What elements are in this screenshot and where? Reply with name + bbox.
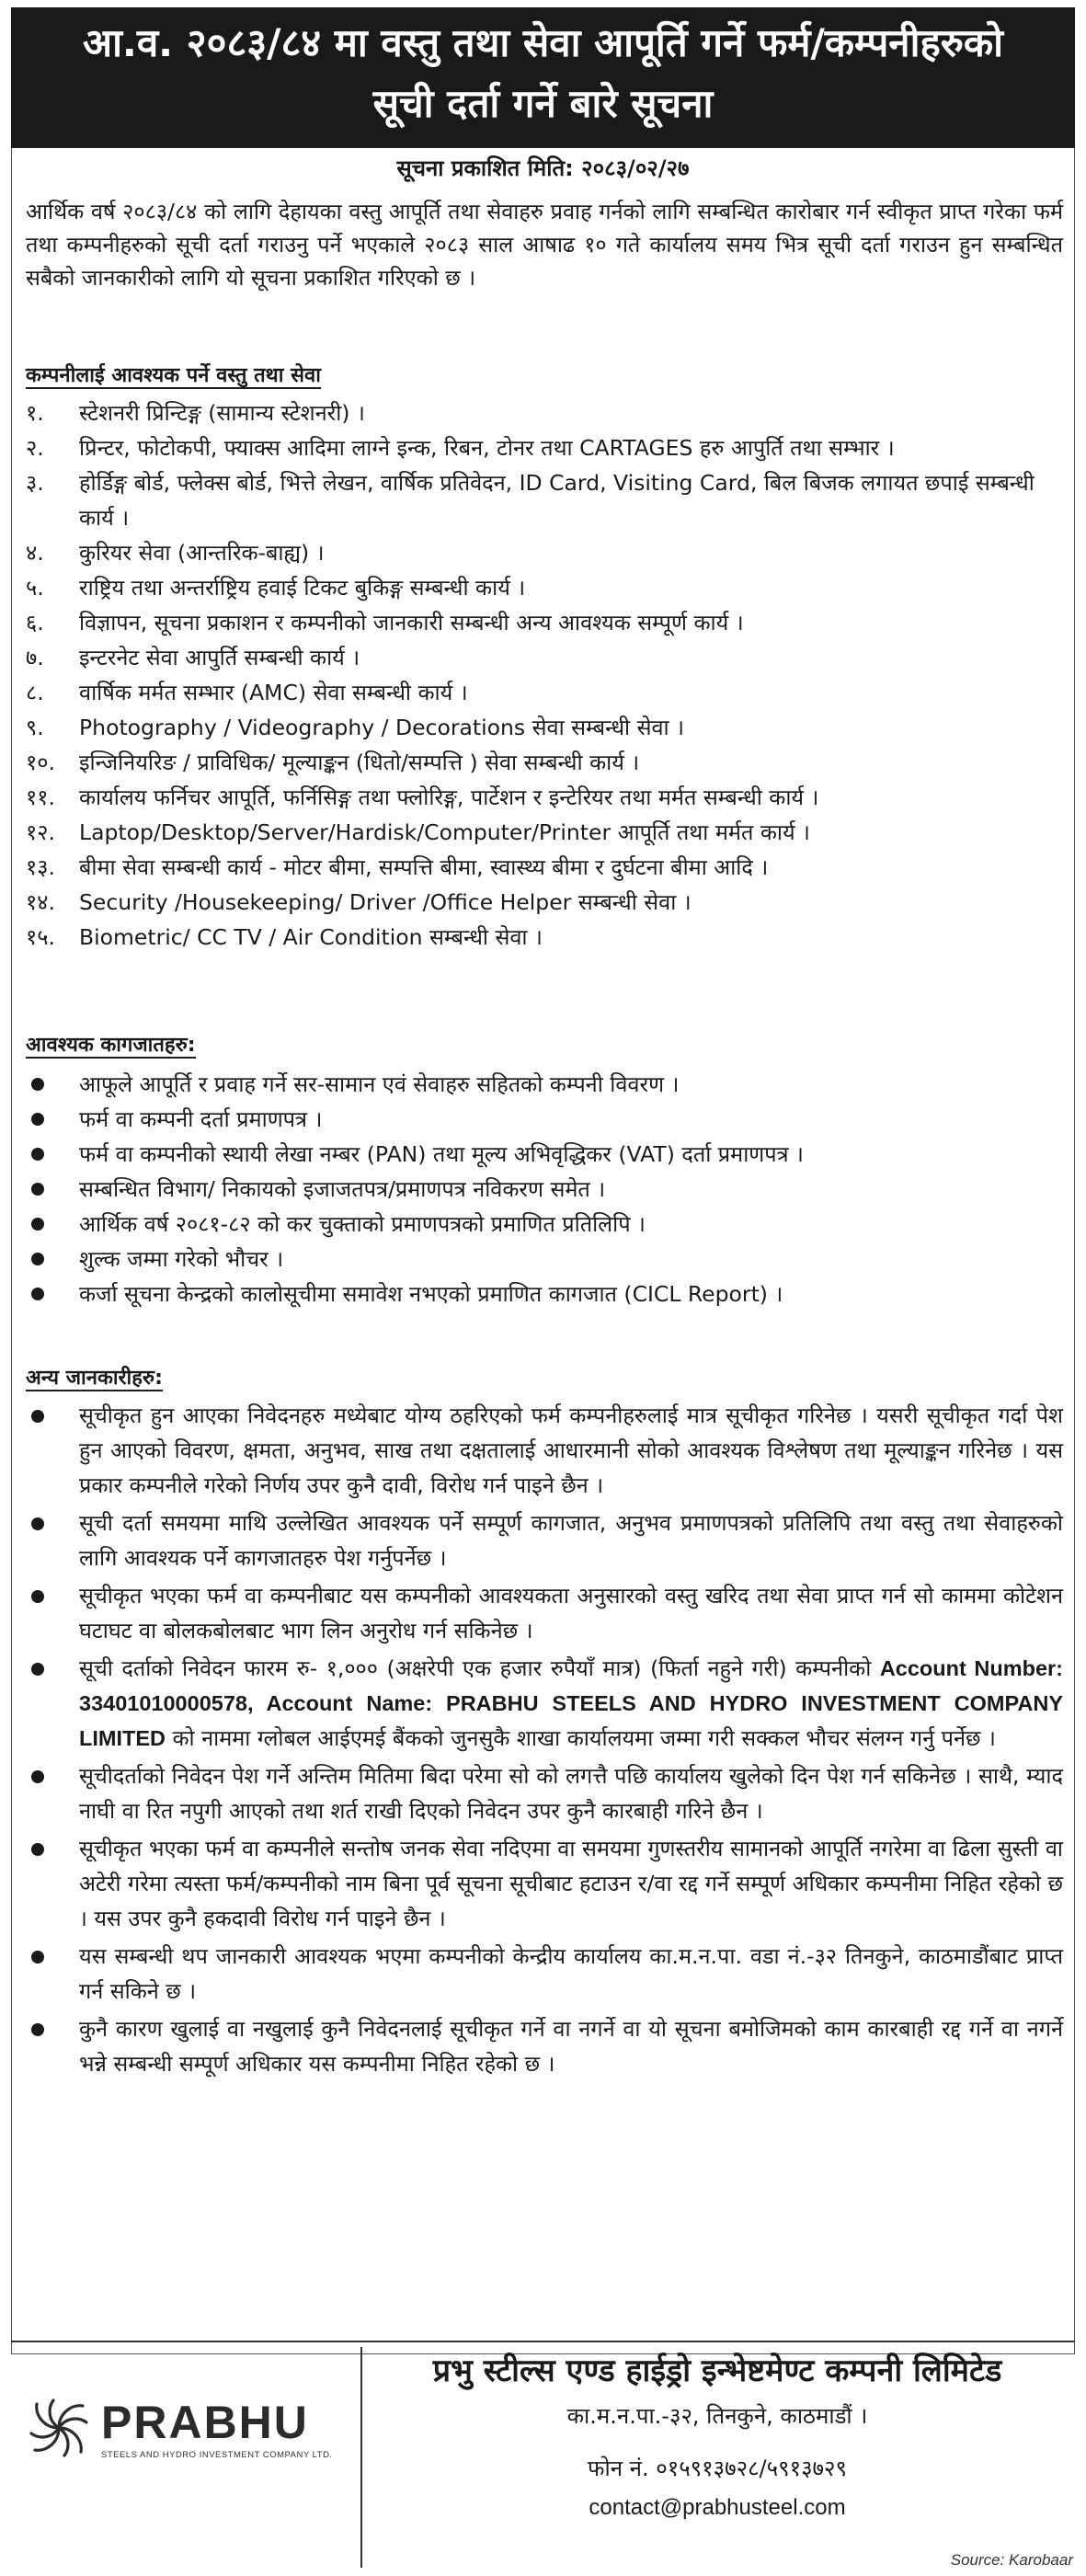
document-list-item xyxy=(26,1172,1063,1207)
goods-services-list xyxy=(26,395,1063,955)
goods-item-number: ६. xyxy=(26,610,44,635)
goods-item-text: इन्जिनियरिङ / प्राविधिक/ मूल्याङ्कन (धितो/सम्पत्ति ) सेवा सम्बन्धी कार्य । xyxy=(79,750,640,775)
document-item-text: आफूले आपूर्ति र प्रवाह गर्ने सर-सामान एवं सेवाहरु सहितको कम्पनी विवरण । xyxy=(79,1071,680,1097)
source-credit: Source: Karobaar xyxy=(950,2551,1073,2569)
goods-section-heading: कम्पनीलाई आवश्यक पर्ने वस्तु तथा सेवा xyxy=(26,364,321,387)
goods-item-number: १३. xyxy=(26,854,55,880)
other-information-list xyxy=(26,1398,1063,2084)
goods-item-number: ४. xyxy=(26,540,44,566)
intro-paragraph: आर्थिक वर्ष २०८३/८४ को लागि देहायका वस्तु आपूर्ति तथा सेवाहरु प्रवाह गर्नको लागि सम्बन्धित कारोबार गर्न स्वीकृत प्राप्त गरेका फर्म तथा कम्पनीहरुको सूची दर्ता गराउनु पर्ने भएकाले २०८३ साल आषाढ १० गते कार्यालय समय भित्र सूची दर्ता गराउन हुन सम्बन्धित सबैको जानकारीको लागि यो सूचना प्रकाशित गरिएको छ । xyxy=(26,199,1063,291)
other-info-item-text: सूचीदर्ताको निवेदन पेश गर्ने अन्तिम मितिमा बिदा परेमा सो को लगत्तै पछि कार्यालय खुलेको दिन पेश गर्न सकिनेछ । साथै, म्याद नाघी वा रित नपुगी आएको तथा शर्त राखी दिएको निवेदन उपर कुनै कारबाही गरिने छैन । xyxy=(79,1763,1063,1824)
goods-list-item xyxy=(26,395,1063,430)
document-list-item xyxy=(26,1242,1063,1277)
goods-item-text: इन्टरनेट सेवा आपुर्ति सम्बन्धी कार्य । xyxy=(79,645,360,670)
other-info-item-text: सूची दर्ता समयमा माथि उल्लेखित आवश्यक पर्ने सम्पूर्ण कागजात, अनुभव प्रमाणपत्रको प्रतिलिपि तथा वस्तु तथा सेवाहरुको लागि आवश्यक पर्ने कागजातहरु पेश गर्नुपर्नेछ । xyxy=(79,1510,1063,1571)
goods-item-number: ११. xyxy=(26,784,55,810)
notice-header-banner xyxy=(11,7,1075,148)
document-item-text: सम्बन्धित विभाग/ निकायको इजाजतपत्र/प्रमाणपत्र नविकरण समेत । xyxy=(79,1176,606,1202)
goods-list-item xyxy=(26,850,1063,885)
other-info-item-text: सूचीकृत हुन आएका निवेदनहरु मध्येबाट योग्य ठहरिएको फर्म कम्पनीहरुलाई मात्र सूचीकृत गरिनेछ । यसरी सूचीकृत गर्दा पेश हुन आएको विवरण, क्षमता, अनुभव, साख तथा दक्षतालाई आधारमानी सोको आवश्यक विश्लेषण तथा मूल्याङ्कन गरिनेछ । यस प्रकार कम्पनीले गरेको निर्णय उपर कुनै दावी, विरोध गर्न पाइने छैन । xyxy=(79,1402,1063,1498)
footer-divider xyxy=(11,2341,1075,2342)
other-info-list-item xyxy=(26,1398,1063,1503)
goods-item-number: १२. xyxy=(26,819,55,845)
other-info-list-item xyxy=(26,1831,1063,1936)
prabhu-logo-tagline: STEELS AND HYDRO INVESTMENT COMPANY LTD. xyxy=(101,2450,333,2460)
goods-item-number: ३. xyxy=(26,470,44,496)
bullet-icon xyxy=(31,1517,44,1530)
goods-item-number: १. xyxy=(26,400,44,426)
prabhu-logo-wordmark: PRABHU xyxy=(101,2397,309,2448)
company-phone: फोन नं. ०१५९१३७२८/५९१३७२९ xyxy=(587,2456,847,2481)
document-list-item xyxy=(26,1277,1063,1311)
bullet-icon xyxy=(31,1288,44,1300)
bullet-icon xyxy=(31,1843,44,1856)
other-info-text-after-account: को नाममा ग्लोबल आईएमई बैंकको जुनसुकै शाखा कार्यालयमा जम्मा गरी सक्कल भौचर संलग्न गर्नु पर्नेछ । xyxy=(166,1725,996,1751)
goods-item-text: विज्ञापन, सूचना प्रकाशन र कम्पनीको जानकारी सम्बन्धी अन्य आवश्यक सम्पूर्ण कार्य । xyxy=(79,610,744,635)
goods-item-number: ८. xyxy=(26,680,44,705)
company-name: प्रभु स्टील्स एण्ड हाईड्रो इन्भेष्टमेण्ट कम्पनी लिमिटेड xyxy=(432,2353,1002,2389)
goods-item-number: १४. xyxy=(26,889,55,915)
goods-item-text: Laptop/Desktop/Server/Hardisk/Computer/Printer आपूर्ति तथा मर्मत कार्य । xyxy=(79,819,810,845)
other-info-item-text: सूचीकृत भएका फर्म वा कम्पनीबाट यस कम्पनीको आवश्यकता अनुसारको वस्तु खरिद तथा सेवा प्राप्त गर्न सो काममा कोटेशन घटाघट वा बोलकबोलबाट भाग लिन अनुरोध गर्न सकिनेछ । xyxy=(79,1583,1063,1643)
goods-list-item xyxy=(26,815,1063,850)
other-info-list-item xyxy=(26,2011,1063,2081)
other-info-list-item xyxy=(26,1578,1063,1648)
goods-item-text: वार्षिक मर्मत सम्भार (AMC) सेवा सम्बन्धी कार्य । xyxy=(79,680,468,705)
goods-item-number: ५. xyxy=(26,575,44,601)
document-list-item xyxy=(26,1137,1063,1172)
goods-list-item xyxy=(26,710,1063,745)
document-item-text: फर्म वा कम्पनी दर्ता प्रमाणपत्र । xyxy=(79,1106,323,1132)
prabhu-logo-swirl-icon xyxy=(26,2395,92,2461)
notice-published-date: सूचना प्रकाशित मिति: २०८३/०२/२७ xyxy=(396,155,690,181)
goods-item-text: होर्डिङ्ग बोर्ड, फ्लेक्स बोर्ड, भित्ते लेखन, वार्षिक प्रतिवेदन, ID Card, Visiting Card, बिल बिजक लगायत छपाई सम्बन्धी कार्य । xyxy=(79,470,1035,531)
other-info-section-heading: अन्य जानकारीहरु: xyxy=(26,1367,163,1390)
document-item-text: आर्थिक वर्ष २०८१-८२ को कर चुक्ताको प्रमाणपत्रको प्रमाणित प्रतिलिपि । xyxy=(79,1211,646,1237)
goods-list-item xyxy=(26,780,1063,815)
company-address: का.म.न.पा.-३२, तिनकुने, काठमाडौं । xyxy=(566,2403,868,2429)
goods-item-text: कुरियर सेवा (आन्तरिक-बाह्य) । xyxy=(79,540,325,566)
document-item-text: कर्जा सूचना केन्द्रको कालोसूचीमा समावेश नभएको प्रमाणित कागजात (CICL Report) । xyxy=(79,1281,783,1307)
bullet-icon xyxy=(31,1253,44,1265)
goods-item-number: ७. xyxy=(26,645,44,670)
goods-list-item xyxy=(26,675,1063,710)
document-item-text: फर्म वा कम्पनीको स्थायी लेखा नम्बर (PAN) तथा मूल्य अभिवृद्धिकर (VAT) दर्ता प्रमाणपत्र । xyxy=(79,1141,804,1167)
notice-title-line-2: सूची दर्ता गर्ने बारे सूचना xyxy=(372,81,714,126)
bullet-icon xyxy=(31,2023,44,2036)
other-info-list-item xyxy=(26,1651,1063,1756)
other-info-item-text: सूचीकृत भएका फर्म वा कम्पनीले सन्तोष जनक सेवा नदिएमा वा समयमा गुणस्तरीय सामानको आपूर्ति नगरेमा वा ढिला सुस्ती वा अटेरी गरेमा त्यस्ता फर्म/कम्पनीको नाम बिना पूर्व सूचना सूचीबाट हटाउन र/वा रद्द गर्ने सम्पूर्ण अधिकार कम्पनीमा निहित रहेको छ । यस उपर कुनै हकदावी विरोध गर्न पाइने छैन । xyxy=(79,1836,1063,1931)
bullet-icon xyxy=(31,1078,44,1091)
document-list-item xyxy=(26,1102,1063,1137)
bank-account-details: Account Number: 33401010000578, Account Name: PRABHU STEELS AND HYDRO INVESTMENT COMPANY LIMITED xyxy=(79,1656,1063,1750)
goods-item-text: Biometric/ CC TV / Air Condition सम्बन्धी सेवा । xyxy=(79,924,543,950)
bullet-icon xyxy=(31,1410,44,1423)
bullet-icon xyxy=(31,1183,44,1196)
company-email-link[interactable]: contact@prabhusteel.com xyxy=(589,2495,846,2520)
document-item-text: शुल्क जम्मा गरेको भौचर । xyxy=(79,1246,284,1272)
goods-list-item xyxy=(26,640,1063,675)
goods-item-number: १०. xyxy=(26,750,55,775)
goods-item-text: Security /Housekeeping/ Driver /Office Helper सम्बन्धी सेवा । xyxy=(79,889,692,915)
goods-list-item xyxy=(26,745,1063,780)
document-list-item xyxy=(26,1067,1063,1102)
goods-item-text: स्टेशनरी प्रिन्टिङ्ग (सामान्य स्टेशनरी) । xyxy=(79,400,365,426)
goods-list-item xyxy=(26,465,1063,535)
goods-item-text: कार्यालय फर्निचर आपूर्ति, फर्निसिङ्ग तथा फ्लोरिङ्ग, पार्टेशन र इन्टेरियर तथा मर्मत सम्बन्धी कार्य । xyxy=(79,784,819,810)
bullet-icon xyxy=(31,1590,44,1603)
goods-item-number: ९. xyxy=(26,715,44,740)
bullet-icon xyxy=(31,1113,44,1126)
goods-item-text: राष्ट्रिय तथा अन्तर्राष्ट्रिय हवाई टिकट बुकिङ्ग सम्बन्धी कार्य । xyxy=(79,575,526,601)
goods-list-item xyxy=(26,570,1063,605)
goods-item-number: १५. xyxy=(26,924,55,950)
goods-item-number: २. xyxy=(26,435,44,461)
other-info-item-text: कुनै कारण खुलाई वा नखुलाई कुनै निवेदनलाई सूचीकृत गर्ने वा नगर्ने वा यो सूचना बमोजिमको काम कारबाही रद्द गर्ने वा नगर्ने भन्ने सम्बन्धी सम्पूर्ण अधिकार यस कम्पनीमा निहित रहेको छ । xyxy=(79,2016,1063,2077)
bullet-icon xyxy=(31,1951,44,1963)
goods-item-text: प्रिन्टर, फोटोकपी, फ्याक्स आदिमा लाग्ने इन्क, रिबन, टोनर तथा CARTAGES हरु आपुर्ति तथा सम्भार । xyxy=(79,435,895,461)
bullet-icon xyxy=(31,1770,44,1783)
notice-title-line-1: आ.व. २०८३/८४ मा वस्तु तथा सेवा आपूर्ति गर्ने फर्म/कम्पनीहरुको xyxy=(82,20,1004,65)
other-info-item-text xyxy=(79,1651,1063,1756)
goods-list-item xyxy=(26,920,1063,955)
other-info-item-text: यस सम्बन्धी थप जानकारी आवश्यक भएमा कम्पनीको केन्द्रीय कार्यालय का.म.न.पा. वडा नं.-३२ तिनकुने, काठमाडौंबाट प्राप्त गर्न सकिने छ । xyxy=(79,1943,1063,2004)
goods-list-item xyxy=(26,535,1063,570)
required-documents-list xyxy=(26,1067,1063,1311)
goods-list-item xyxy=(26,430,1063,465)
bullet-icon xyxy=(31,1218,44,1231)
goods-item-text: बीमा सेवा सम्बन्धी कार्य - मोटर बीमा, सम्पत्ति बीमा, स्वास्थ्य बीमा र दुर्घटना बीमा आदि । xyxy=(79,854,769,880)
other-info-list-item xyxy=(26,1506,1063,1575)
goods-list-item xyxy=(26,605,1063,640)
prabhu-logo xyxy=(26,2391,357,2474)
other-info-list-item xyxy=(26,1939,1063,2009)
documents-section-heading: आवश्यक कागजातहरु: xyxy=(26,1034,196,1057)
bullet-icon xyxy=(31,1148,44,1161)
goods-item-text: Photography / Videography / Decorations सेवा सम्बन्धी सेवा । xyxy=(79,715,685,740)
goods-list-item xyxy=(26,885,1063,920)
bullet-icon xyxy=(31,1663,44,1676)
other-info-text-before-account: सूची दर्ताको निवेदन फारम रु- १,००० (अक्षरेपी एक हजार रुपैयाँ मात्र) (फिर्ता नहुने गरी) कम्पनीको xyxy=(79,1655,880,1681)
other-info-list-item xyxy=(26,1758,1063,1828)
document-list-item xyxy=(26,1207,1063,1242)
